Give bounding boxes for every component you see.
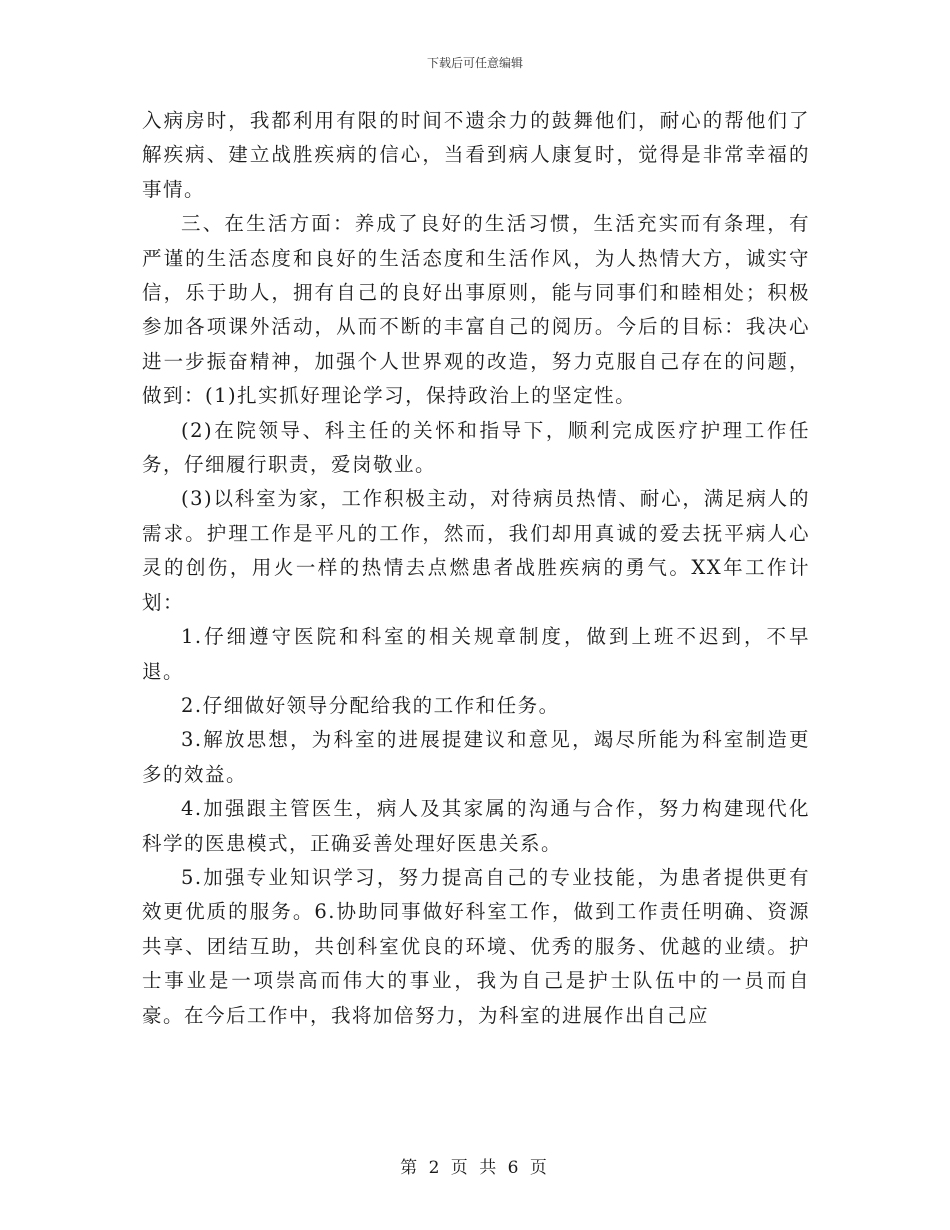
paragraph: (2)在院领导、科主任的关怀和指导下，顺利完成医疗护理工作任务，仔细履行职责，爱岗敬业。 xyxy=(142,418,810,477)
paragraph: (3)以科室为家，工作积极主动，对待病员热情、耐心，满足病人的需求。护理工作是平凡的工作，然而，我们却用真诚的爱去抚平病人心灵的创伤，用火一样的热情去点燃患者战胜疾病的勇气。XX年工作计划： xyxy=(142,487,810,614)
paragraph: 三、在生活方面：养成了良好的生活习惯，生活充实而有条理，有严谨的生活态度和良好的生活态度和生活作风，为人热情大方，诚实守信，乐于助人，拥有自己的良好出事原则，能与同事们和睦相处；积极参加各项课外活动，从而不断的丰富自己的阅历。今后的目标：我决心进一步振奋精神，加强个人世界观的改造，努力克服自己存在的问题，做到：(1)扎实抓好理论学习，保持政治上的坚定性。 xyxy=(142,212,810,408)
paragraph: 5.加强专业知识学习，努力提高自己的专业技能，为患者提供更有效更优质的服务。6.协助同事做好科室工作，做到工作责任明确、资源共享、团结互助，共创科室优良的环境、优秀的服务、优越的业绩。护士事业是一项崇高而伟大的事业，我为自己是护士队伍中的一员而自豪。在今后工作中，我将加倍努力，为科室的进展作出自己应 xyxy=(142,865,810,1027)
paragraph: 1.仔细遵守医院和科室的相关规章制度，做到上班不迟到，不早退。 xyxy=(142,625,810,683)
paragraph: 入病房时，我都利用有限的时间不遗余力的鼓舞他们，耐心的帮他们了解疾病、建立战胜疾病的信心，当看到病人康复时，觉得是非常幸福的事情。 xyxy=(142,109,810,201)
paragraph: 2.仔细做好领导分配给我的工作和任务。 xyxy=(181,693,560,717)
document-body xyxy=(142,104,810,1033)
paragraph: 3.解放思想，为科室的进展提建议和意见，竭尽所能为科室制造更多的效益。 xyxy=(142,728,810,786)
paragraph: 4.加强跟主管医生，病人及其家属的沟通与合作，努力构建现代化科学的医患模式，正确妥善处理好医患关系。 xyxy=(142,797,810,855)
page-number: 第 2 页 共 6 页 xyxy=(400,1158,550,1178)
page-header: 下载后可任意编辑 xyxy=(426,56,523,70)
